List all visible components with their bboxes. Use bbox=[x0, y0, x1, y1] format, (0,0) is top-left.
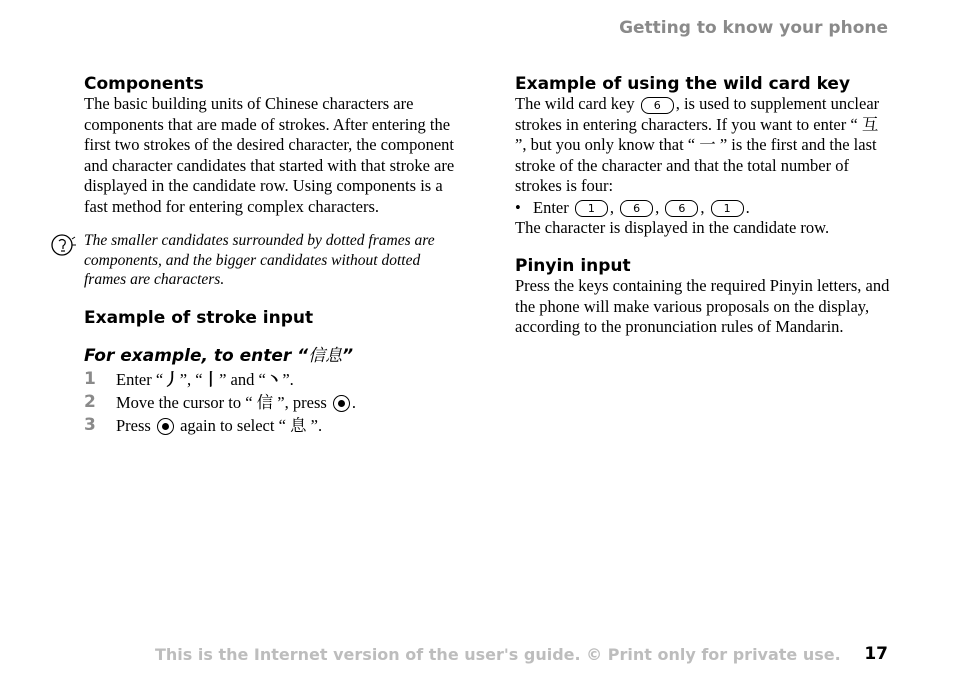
note-block bbox=[84, 231, 459, 290]
wild-card-heading: Example of using the wild card key bbox=[515, 74, 851, 94]
left-column bbox=[84, 74, 459, 437]
key-1-icon: 1 bbox=[575, 200, 608, 217]
character-hu: 互 bbox=[861, 114, 879, 134]
wild-card-paragraph: The wild card key 6 , is used to supplement unclear strokes in entering characters. If you want to enter “ 互 ”, but you only know that “ 一 ” is the first and the last stroke of the character and that the total number of strokes is four: bbox=[515, 94, 880, 195]
pinyin-paragraph: Press the keys containing the required Pinyin letters, and the phone will make various proposals on the display, according to the pronunciation rules of Mandarin. bbox=[515, 276, 890, 336]
character-xi: 息 bbox=[290, 415, 307, 435]
step-number: 3 bbox=[84, 414, 96, 435]
components-paragraph: The basic building units of Chinese characters are components that are made of strokes. After entering the first two strokes of the desired character, the component and character candidates that started with that stroke are displayed in the candidate row. Using components is a fast method for entering complex characters. bbox=[84, 94, 455, 216]
step-2: 2 Move the cursor to “ 信 ”, press . bbox=[84, 391, 357, 412]
step-number: 2 bbox=[84, 391, 96, 412]
stroke-input-heading: Example of stroke input bbox=[84, 307, 314, 328]
stroke-symbol-2: 丨 bbox=[202, 369, 220, 389]
step-1: 1 Enter “丿”, “丨” and “丶”. bbox=[84, 368, 294, 389]
step-3: 3 Press again to select “ 息 ”. bbox=[84, 414, 323, 435]
key-sequence-bullet: • Enter 1 , 6 , 6 , 1 . bbox=[515, 197, 750, 217]
right-column bbox=[515, 74, 890, 338]
running-header: Getting to know your phone bbox=[619, 18, 888, 38]
note-text: The smaller candidates surrounded by dotted frames are components, and the bigger candidates without dotted frames are characters. bbox=[84, 232, 435, 288]
steps-list bbox=[84, 368, 459, 437]
wild-card-result: The character is displayed in the candidate row. bbox=[515, 217, 830, 237]
joystick-press-icon bbox=[157, 418, 174, 435]
footer-notice: This is the Internet version of the user's guide. © Print only for private use. bbox=[155, 645, 841, 664]
character-xin: 信 bbox=[256, 392, 274, 412]
stroke-symbol-3: 丶 bbox=[265, 369, 283, 389]
for-example-subheading: For example, to enter “信息” bbox=[84, 345, 354, 366]
components-heading: Components bbox=[84, 74, 204, 94]
step-number: 1 bbox=[84, 368, 96, 389]
page-number: 17 bbox=[864, 644, 888, 664]
key-6-icon: 6 bbox=[620, 200, 653, 217]
key-6-icon: 6 bbox=[665, 200, 698, 217]
key-1-icon: 1 bbox=[711, 200, 744, 217]
joystick-press-icon bbox=[333, 395, 350, 412]
pinyin-heading: Pinyin input bbox=[515, 256, 631, 276]
stroke-symbol-1: 丿 bbox=[163, 369, 180, 389]
character-yi: 一 bbox=[699, 135, 716, 154]
tip-lightbulb-icon bbox=[50, 233, 76, 257]
key-6-icon: 6 bbox=[641, 97, 674, 114]
